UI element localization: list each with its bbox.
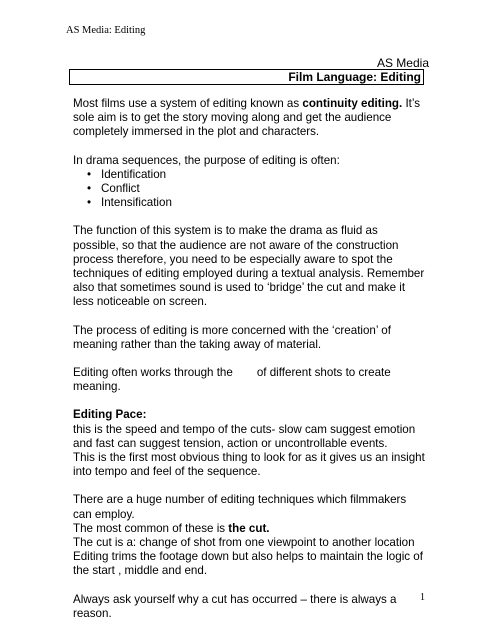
techniques-line-4: Editing trims the footage down but also helps to maintain the logic of the start , middle and end. (73, 550, 423, 578)
shots-text-start: Editing often works through the (73, 366, 233, 380)
header-subject: AS Media (376, 56, 429, 70)
function-paragraph: The function of this system is to make the drama as fluid as possible, so that the audience are not aware of the construction process therefore, you need to be especially aware to spot the techniques of editing employed during a textual analysis. Remember also that sometimes sound is used to ‘bridge’ the cut and make it less noticeable on screen. (73, 224, 425, 309)
techniques-bold-term: the cut. (228, 521, 270, 535)
shots-text-end: of different shots to create meaning. (73, 366, 391, 394)
shots-paragraph (73, 366, 425, 394)
pace-section (73, 408, 425, 479)
intro-paragraph (73, 97, 425, 140)
pace-heading: Editing Pace: (73, 408, 147, 422)
closing-paragraph: Always ask yourself why a cut has occurred – there is always a reason. (73, 592, 397, 620)
list-item: • Conflict (73, 182, 425, 196)
intro-text-end: It’s sole aim is to get the story moving along and get the audience completely immersed in the plot and characters. (73, 97, 421, 139)
techniques-line-1: There are a huge number of editing techniques which filmmakers can employ. (73, 493, 407, 521)
pace-line-1: this is the speed and tempo of the cuts- slow cam suggest emotion and fast can suggest tension, action or uncontrollable events. (73, 422, 416, 450)
techniques-line-2-start: The most common of these is (73, 521, 229, 535)
process-paragraph: The process of editing is more concerned with the ‘creation’ of meaning rather than the taking away of material. (73, 323, 391, 351)
page-number: 1 (420, 592, 425, 603)
page-title: Film Language: Editing (69, 69, 424, 85)
pace-line-2: This is the first most obvious thing to look for as it gives us an insight into tempo and feel of the sequence. (73, 451, 425, 479)
purpose-list (73, 168, 425, 211)
techniques-line-3: The cut is a: change of shot from one viewpoint to another location (73, 536, 415, 550)
intro-bold-term: continuity editing. (302, 97, 403, 110)
list-item: • Intensification (73, 196, 425, 210)
intro-text-start: Most films use a system of editing known as (73, 97, 303, 110)
list-item: • Identification (73, 168, 425, 182)
document-body (73, 97, 425, 635)
techniques-section (73, 493, 425, 578)
running-header: AS Media: Editing (66, 25, 146, 36)
purpose-paragraph: In drama sequences, the purpose of editing is often: (73, 153, 340, 167)
